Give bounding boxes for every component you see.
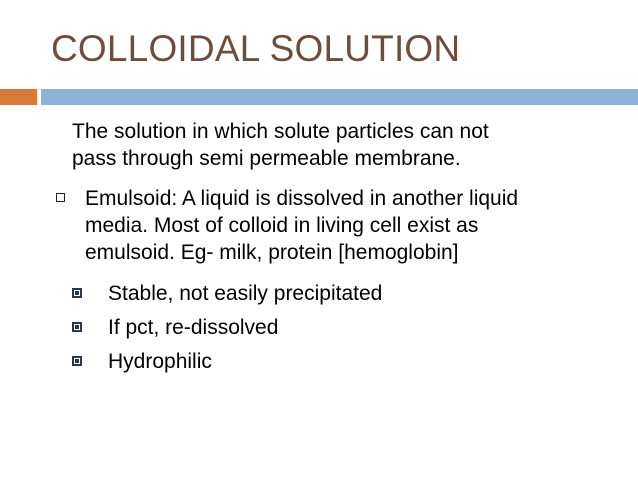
intro-line: pass through semi permeable membrane. <box>72 147 461 170</box>
accent-bar-blue <box>41 89 638 105</box>
bullet-text <box>85 185 615 266</box>
slide-title: COLLOIDAL SOLUTION <box>51 28 461 69</box>
filled-square-bullet-icon <box>72 356 82 366</box>
bullet-line: emulsoid. Eg- milk, protein [hemoglobin] <box>85 241 459 264</box>
filled-square-bullet-icon <box>72 322 82 332</box>
accent-bar-orange <box>0 89 37 105</box>
filled-square-bullet-icon <box>72 288 82 298</box>
intro-paragraph <box>72 118 612 172</box>
bullet-line: Emulsoid: A liquid is dissolved in another liquid <box>85 187 519 210</box>
hollow-square-icon <box>56 193 65 202</box>
bullet-line: media. Most of colloid in living cell exist as <box>85 214 479 237</box>
sub-bullet-text: If pct, re-dissolved <box>108 316 279 339</box>
sub-bullet-text: Stable, not easily precipitated <box>108 282 383 305</box>
intro-line: The solution in which solute particles can not <box>72 120 489 143</box>
sub-bullet-text: Hydrophilic <box>108 350 212 373</box>
